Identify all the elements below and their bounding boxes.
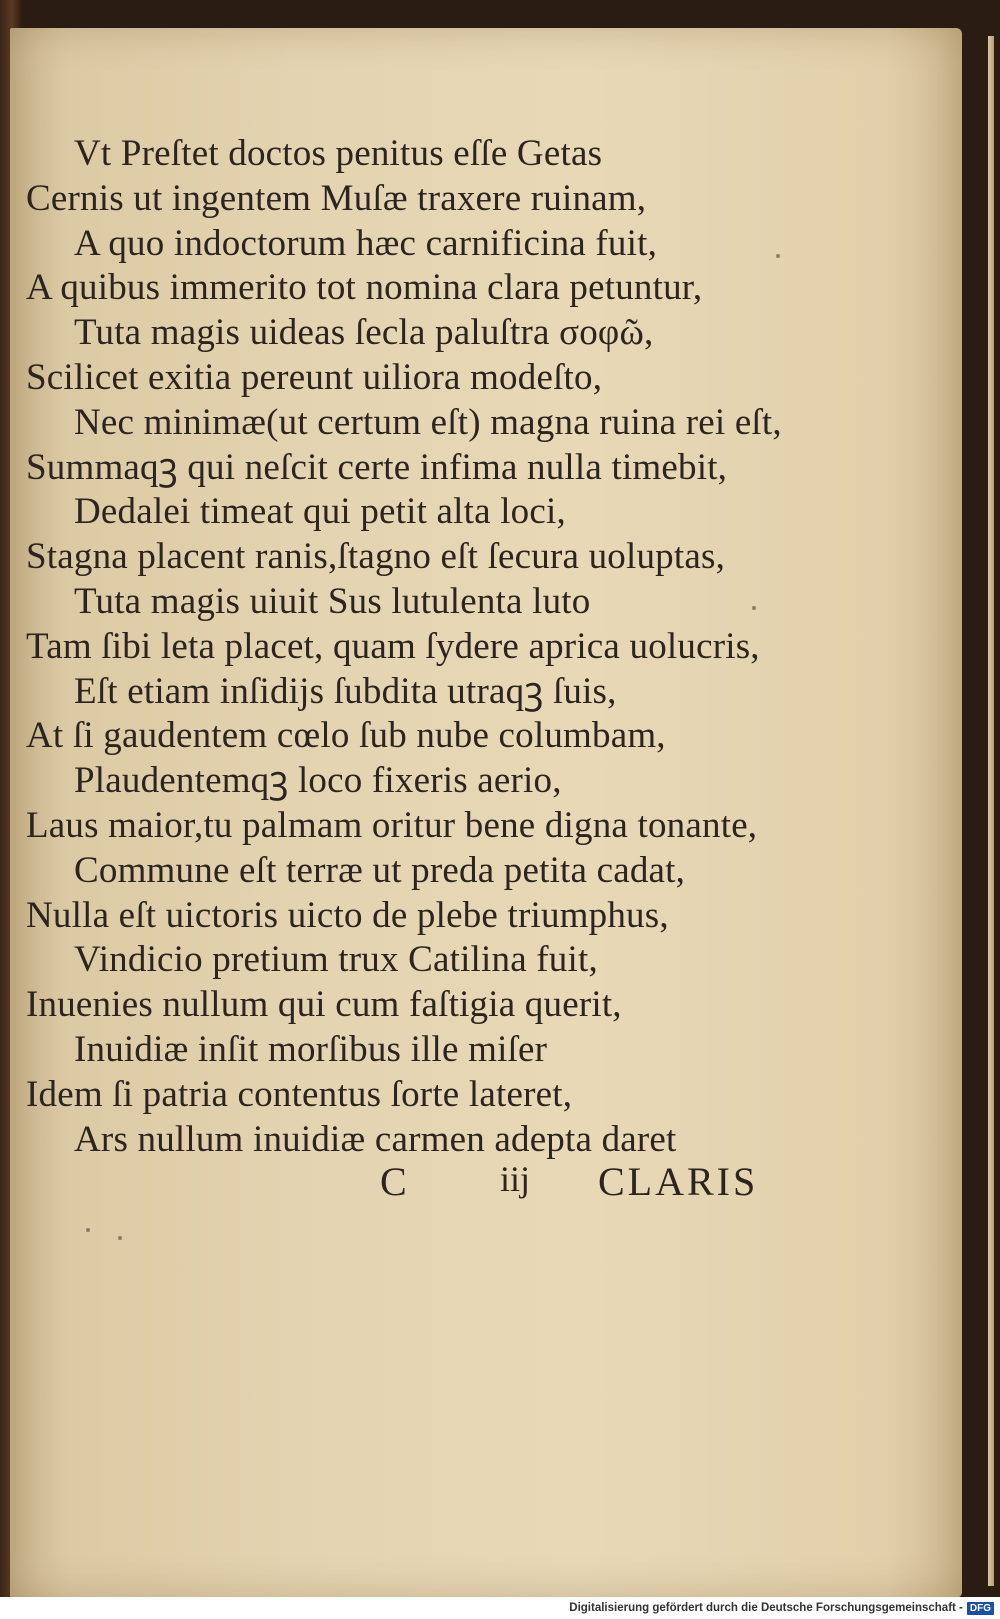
verse-line: Eſt etiam inſidijs ſubdita utraqꝫ ſuis, — [74, 670, 617, 712]
catchword: CLARIS — [598, 1159, 759, 1204]
ink-speck — [752, 606, 756, 610]
verse-line: Vt Preſtet doctos penitus eſſe Getas — [74, 133, 603, 174]
verse-line: Nec minimæ(ut certum eſt) magna ruina rei eſt, — [74, 401, 782, 443]
verse-line: Scilicet exitia pereunt uiliora modeſto, — [26, 356, 603, 398]
verse-line: Cernis ut ingentem Muſæ traxere ruinam, — [26, 177, 647, 219]
verse-line: Laus maior,tu palmam oritur bene digna tonante, — [26, 804, 758, 846]
page-edge — [988, 36, 994, 1586]
verse-line: Inuidiæ inſit morſibus ille miſer — [74, 1028, 548, 1070]
verse-line: Dedalei timeat qui petit alta loci, — [74, 491, 566, 533]
credit-text: Digitalisierung gefördert durch die Deutsche Forschungsgemeinschaft - — [569, 1602, 963, 1614]
digitization-credit-bar — [0, 1597, 1000, 1619]
ink-speck — [118, 1236, 122, 1240]
verse-line: At ſi gaudentem cœlo ſub nube columbam, — [26, 715, 666, 757]
verse-line: Idem ſi patria contentus ſorte lateret, — [26, 1073, 573, 1115]
verse-line: Inuenies nullum qui cum faſtigia querit, — [26, 984, 622, 1026]
verse-line: A quibus immerito tot nomina clara petuntur, — [26, 267, 703, 309]
verse-line: A quo indoctorum hæc carnificina fuit, — [74, 222, 658, 264]
signature-number: iij — [500, 1159, 531, 1199]
verse-line: Tam ſibi leta placet, quam ſydere aprica uolucris, — [26, 625, 760, 667]
verse-line: Summaqꝫ qui neſcit certe infima nulla timebit, — [26, 446, 728, 488]
verse-line: Ars nullum inuidiæ carmen adepta daret — [74, 1118, 677, 1160]
verse-line: Tuta magis uiuit Sus lutulenta luto — [74, 580, 591, 622]
verse-line: Nulla eſt uictoris uicto de plebe triumphus, — [26, 894, 669, 936]
verse-line: Vindicio pretium trux Catilina fuit, — [74, 939, 598, 981]
signature-mark: C — [380, 1159, 407, 1204]
poem-text — [18, 132, 838, 1162]
dfg-logo: DFG — [967, 1602, 994, 1615]
ink-speck — [86, 1228, 90, 1232]
verse-line: Tuta magis uideas ſecla paluſtra σοφῶ, — [74, 312, 654, 354]
verse-line: Stagna placent ranis,ſtagno eſt ſecura uoluptas, — [26, 536, 726, 578]
verse-line: Commune eſt terræ ut preda petita cadat, — [74, 849, 686, 891]
ink-speck — [776, 254, 780, 258]
verse-line: Plaudentemqꝫ loco fixeris aerio, — [74, 760, 562, 802]
